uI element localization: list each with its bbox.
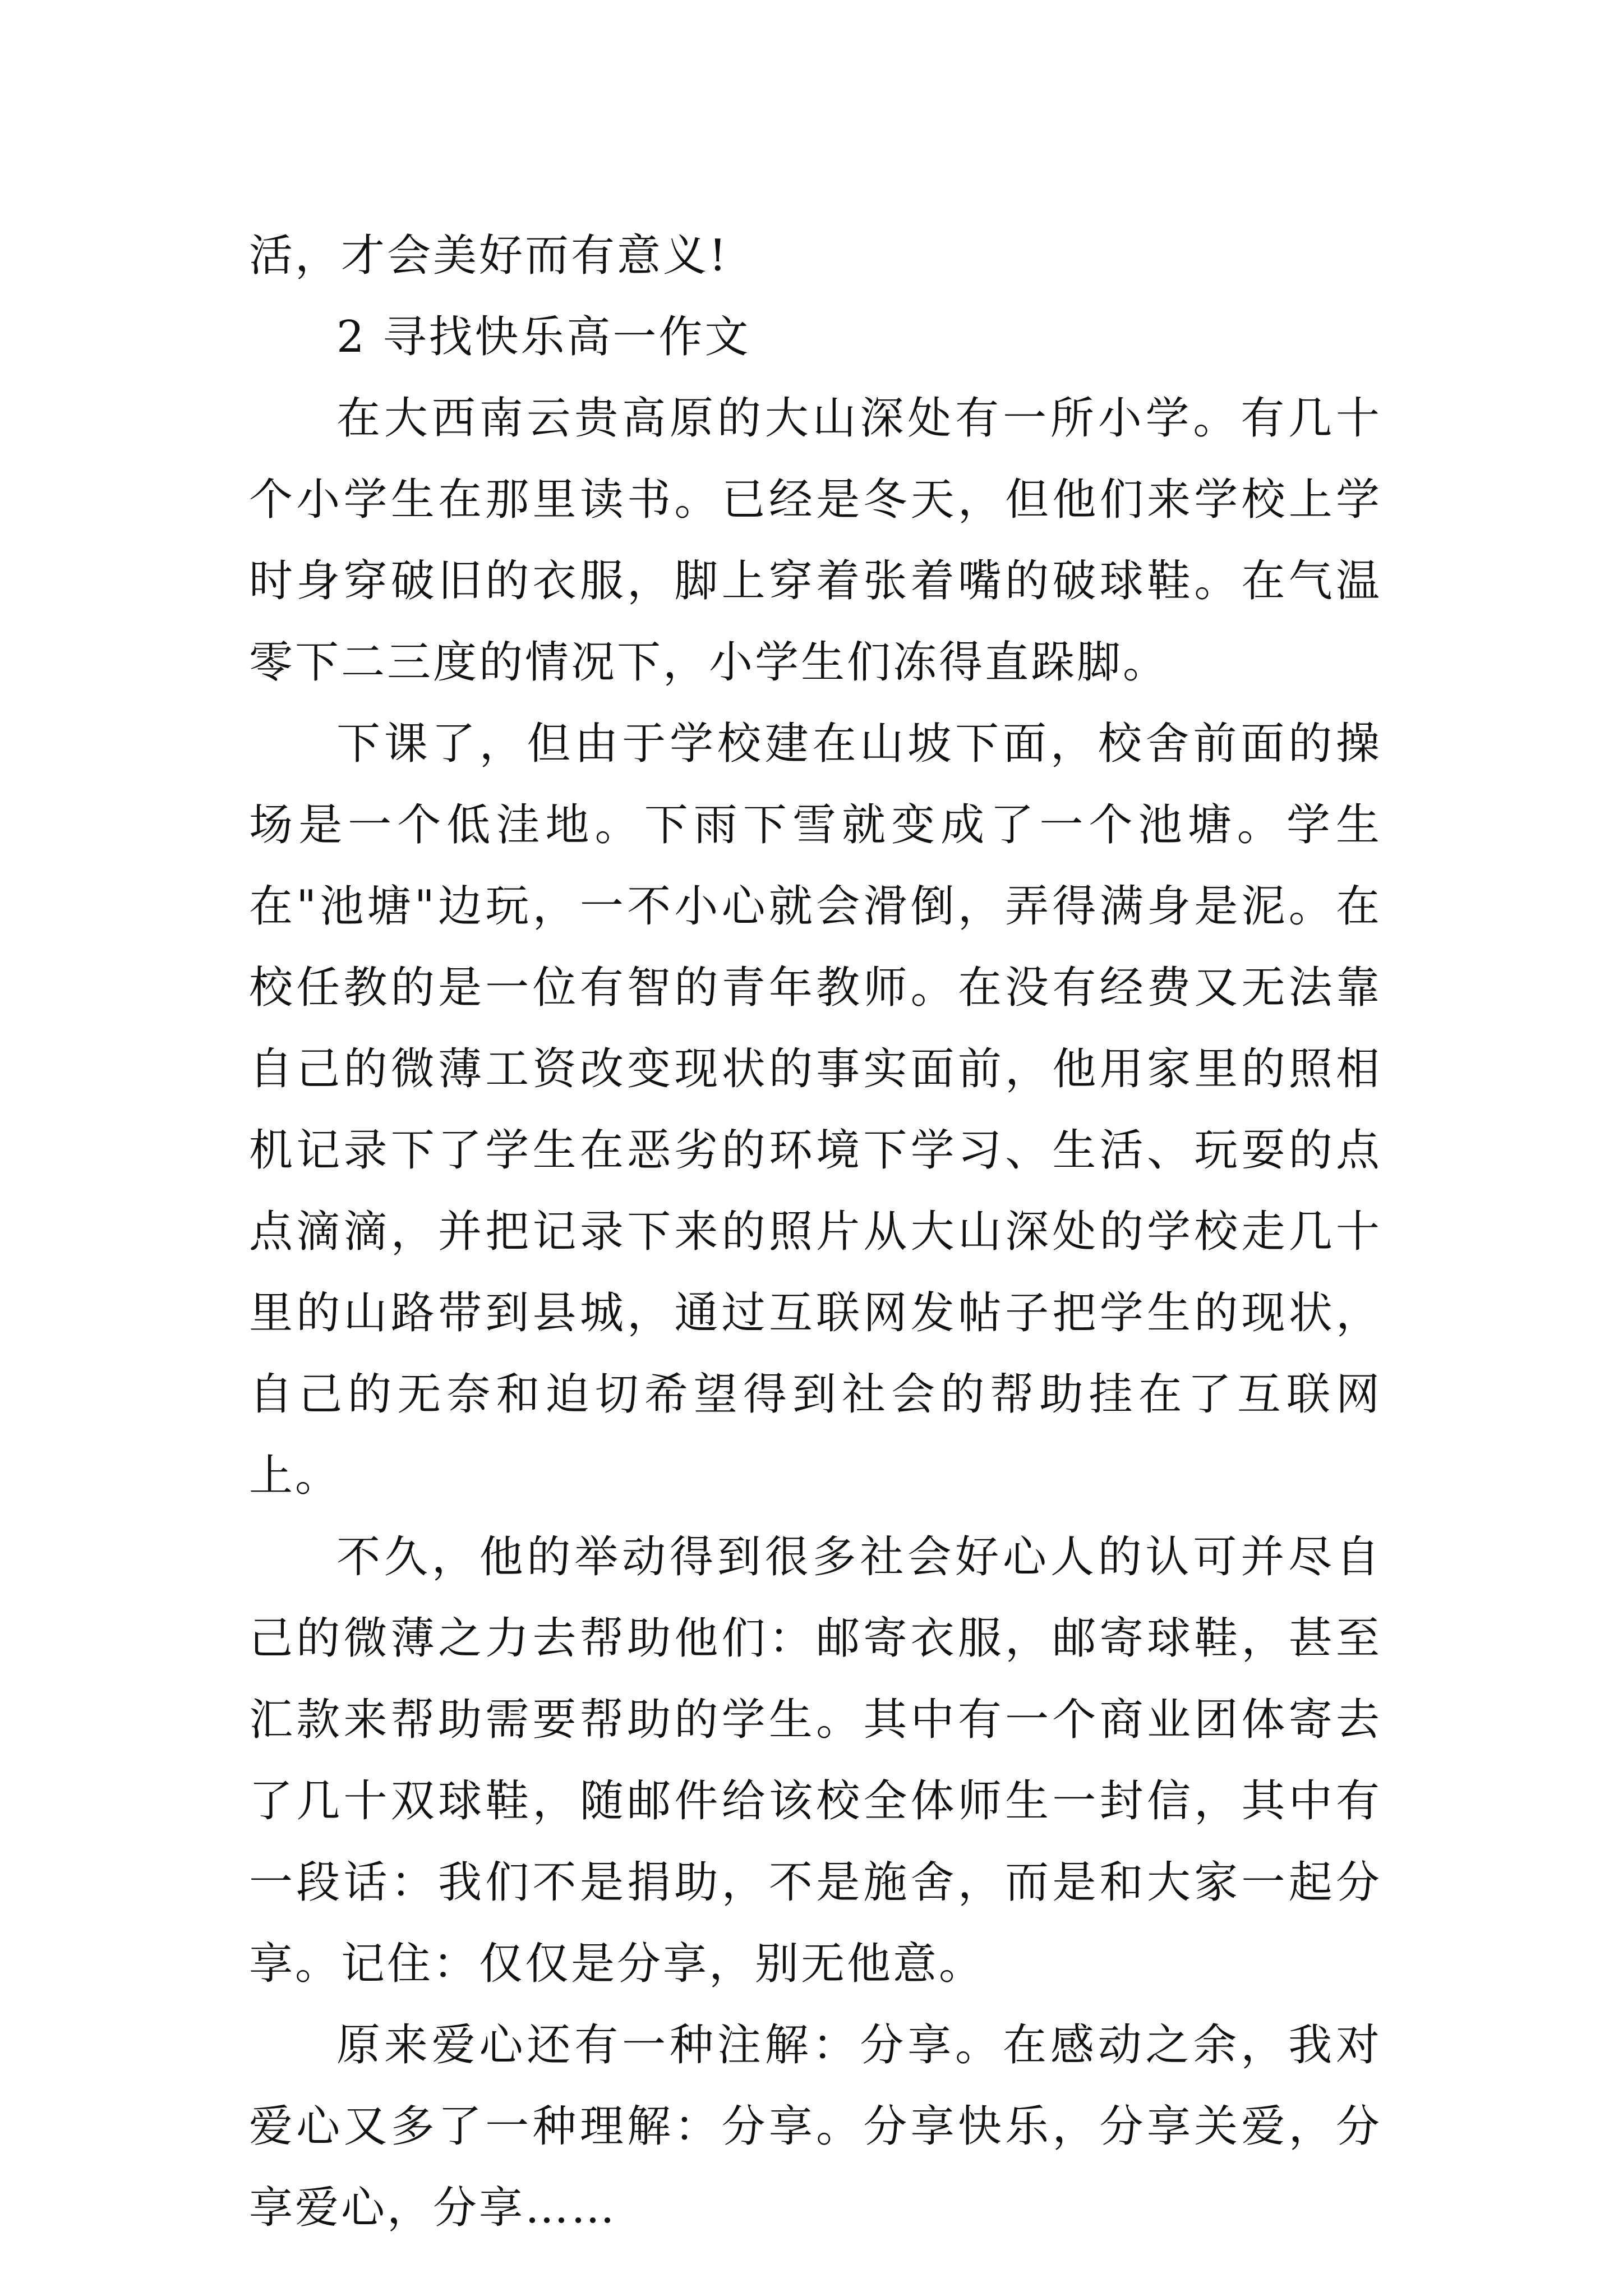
paragraph: 原来爱心还有一种注解：分享。在感动之余，我对爱心又多了一种理解：分享。分享快乐，分享关爱，分享爱心，分享……: [249, 2020, 1382, 2233]
document-body: [249, 215, 1382, 2249]
paragraph-continued: 活，才会美好而有意义!: [249, 231, 729, 281]
paragraph: 下课了，但由于学校建在山坡下面，校舍前面的操场是一个低洼地。下雨下雪就变成了一个池塘。学生在"池塘"边玩，一不小心就会滑倒，弄得满身是泥。在校任教的是一位有智的青年教师。在没有经费又无法靠自己的微薄工资改变现状的事实面前，他用家里的照相机记录下了学生在恶劣的环境下学习、生活、玩耍的点点滴滴，并把记录下来的照片从大山深处的学校走几十里的山路带到县城，通过互联网发帖子把学生的现状，自己的无奈和迫切希望得到社会的帮助挂在了互联网上。: [249, 719, 1382, 1501]
paragraph: 在大西南云贵高原的大山深处有一所小学。有几十个小学生在那里读书。已经是冬天，但他们来学校上学时身穿破旧的衣服，脚上穿着张着嘴的破球鞋。在气温零下二三度的情况下，小学生们冻得直跺脚。: [249, 393, 1382, 688]
paragraph: 不久，他的举动得到很多社会好心人的认可并尽自己的微薄之力去帮助他们：邮寄衣服，邮寄球鞋，甚至汇款来帮助需要帮助的学生。其中有一个商业团体寄去了几十双球鞋，随邮件给该校全体师生一封信，其中有一段话：我们不是捐助，不是施舍，而是和大家一起分享。记住：仅仅是分享，别无他意。: [249, 1532, 1382, 1989]
section-heading: 2 寻找快乐高一作文: [336, 312, 751, 362]
